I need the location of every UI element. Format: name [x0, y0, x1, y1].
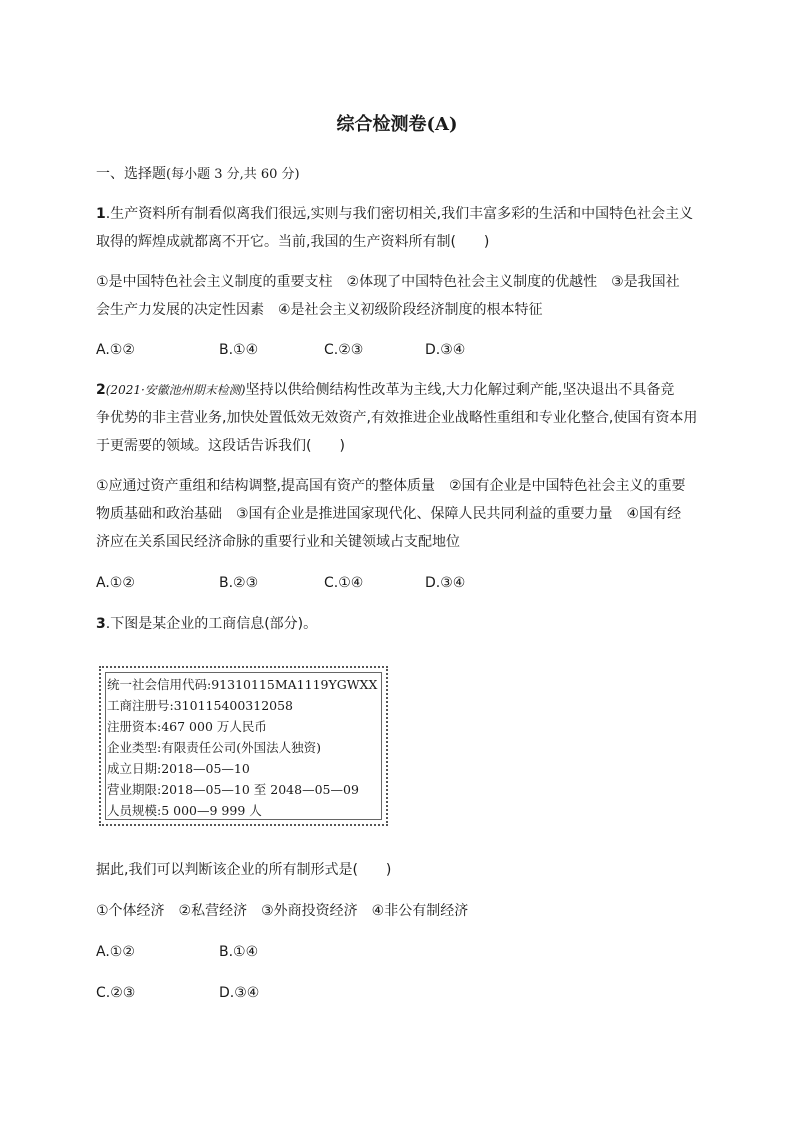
question-1-text-1: .生产资料所有制看似离我们很远,实则与我们密切相关,我们丰富多彩的生活和中国特色社会主义 [105, 206, 694, 222]
question-3-option-d[interactable]: D.③④ [219, 985, 260, 1001]
question-2-number: 2 [96, 382, 106, 398]
section-note: (每小题 3 分,共 60 分) [166, 167, 300, 182]
question-2-option-b[interactable]: B.②③ [219, 575, 259, 591]
question-1-option-a[interactable]: A.①② [96, 342, 135, 358]
page-title: 综合检测卷(A) [336, 114, 458, 135]
question-3-stem [96, 610, 700, 638]
question-1-line-1 [96, 200, 700, 228]
question-1-statement-line-2: 会生产力发展的决定性因素 ④是社会主义初级阶段经济制度的根本特征 [96, 302, 543, 318]
question-3-text: .下图是某企业的工商信息(部分)。 [105, 616, 318, 632]
question-2-statement-line-2: 物质基础和政治基础 ③国有企业是推进国家现代化、保障人民共同利益的重要力量 ④国有经 [96, 506, 682, 522]
question-2-text-1: 坚持以供给侧结构性改革为主线,大力化解过剩产能,坚决退出不具备竞 [245, 382, 675, 398]
question-2-line-2: 争优势的非主营业务,加快处置低效无效资产,有效推进企业战略性重组和专业化整合,使国有资本用 [96, 410, 698, 426]
question-2-option-a[interactable]: A.①② [96, 575, 135, 591]
question-1-option-c[interactable]: C.②③ [324, 342, 364, 358]
question-2-stem [96, 376, 700, 460]
question-1-line-2: 取得的辉煌成就都离不开它。当前,我国的生产资料所有制( ) [96, 234, 490, 250]
info-registered-capital: 注册资本:467 000 万人民币 [107, 719, 267, 734]
question-1-stem [96, 200, 700, 256]
question-1-option-b[interactable]: B.①④ [219, 342, 259, 358]
question-2-line-3: 于更需要的领域。这段话告诉我们( ) [96, 438, 345, 454]
question-3-number: 3 [96, 616, 106, 632]
business-info-box [99, 666, 388, 826]
question-1-statement-line-1: ①是中国特色社会主义制度的重要支柱 ②体现了中国特色社会主义制度的优越性 ③是我国社 [96, 274, 680, 290]
question-2-line-1 [96, 376, 700, 404]
question-2-option-d[interactable]: D.③④ [425, 575, 466, 591]
question-1-number: 1 [96, 206, 106, 222]
info-staff-size: 人员规模:5 000—9 999 人 [107, 803, 262, 818]
info-credit-code: 统一社会信用代码:91310115MA1119YGWXX [107, 677, 378, 692]
question-2-statements [96, 472, 700, 556]
question-3-option-b[interactable]: B.①④ [219, 944, 259, 960]
question-3-line-1 [96, 610, 700, 638]
info-business-term: 营业期限:2018—05—10 至 2048—05—09 [107, 782, 359, 797]
section-heading-text: 一、选择题 [96, 166, 166, 182]
question-3-question: 据此,我们可以判断该企业的所有制形式是( ) [96, 862, 392, 878]
question-2-statement-line-1: ①应通过资产重组和结构调整,提高国有资产的整体质量 ②国有企业是中国特色社会主义的重要 [96, 478, 686, 494]
info-company-type: 企业类型:有限责任公司(外国法人独资) [107, 740, 321, 755]
info-registration-number: 工商注册号:310115400312058 [107, 698, 294, 713]
question-3-option-a[interactable]: A.①② [96, 944, 135, 960]
question-3-statements: ①个体经济 ②私营经济 ③外商投资经济 ④非公有制经济 [96, 903, 469, 919]
question-1-option-d[interactable]: D.③④ [425, 342, 466, 358]
question-2-statement-line-3: 济应在关系国民经济命脉的重要行业和关键领域占支配地位 [96, 534, 460, 550]
section-heading [96, 163, 300, 183]
question-2-source: (2021·安徽池州期末检测) [105, 383, 246, 397]
question-3-option-c[interactable]: C.②③ [96, 985, 136, 1001]
question-2-option-c[interactable]: C.①④ [324, 575, 364, 591]
info-establish-date: 成立日期:2018—05—10 [107, 761, 250, 776]
question-1-statements [96, 268, 700, 324]
